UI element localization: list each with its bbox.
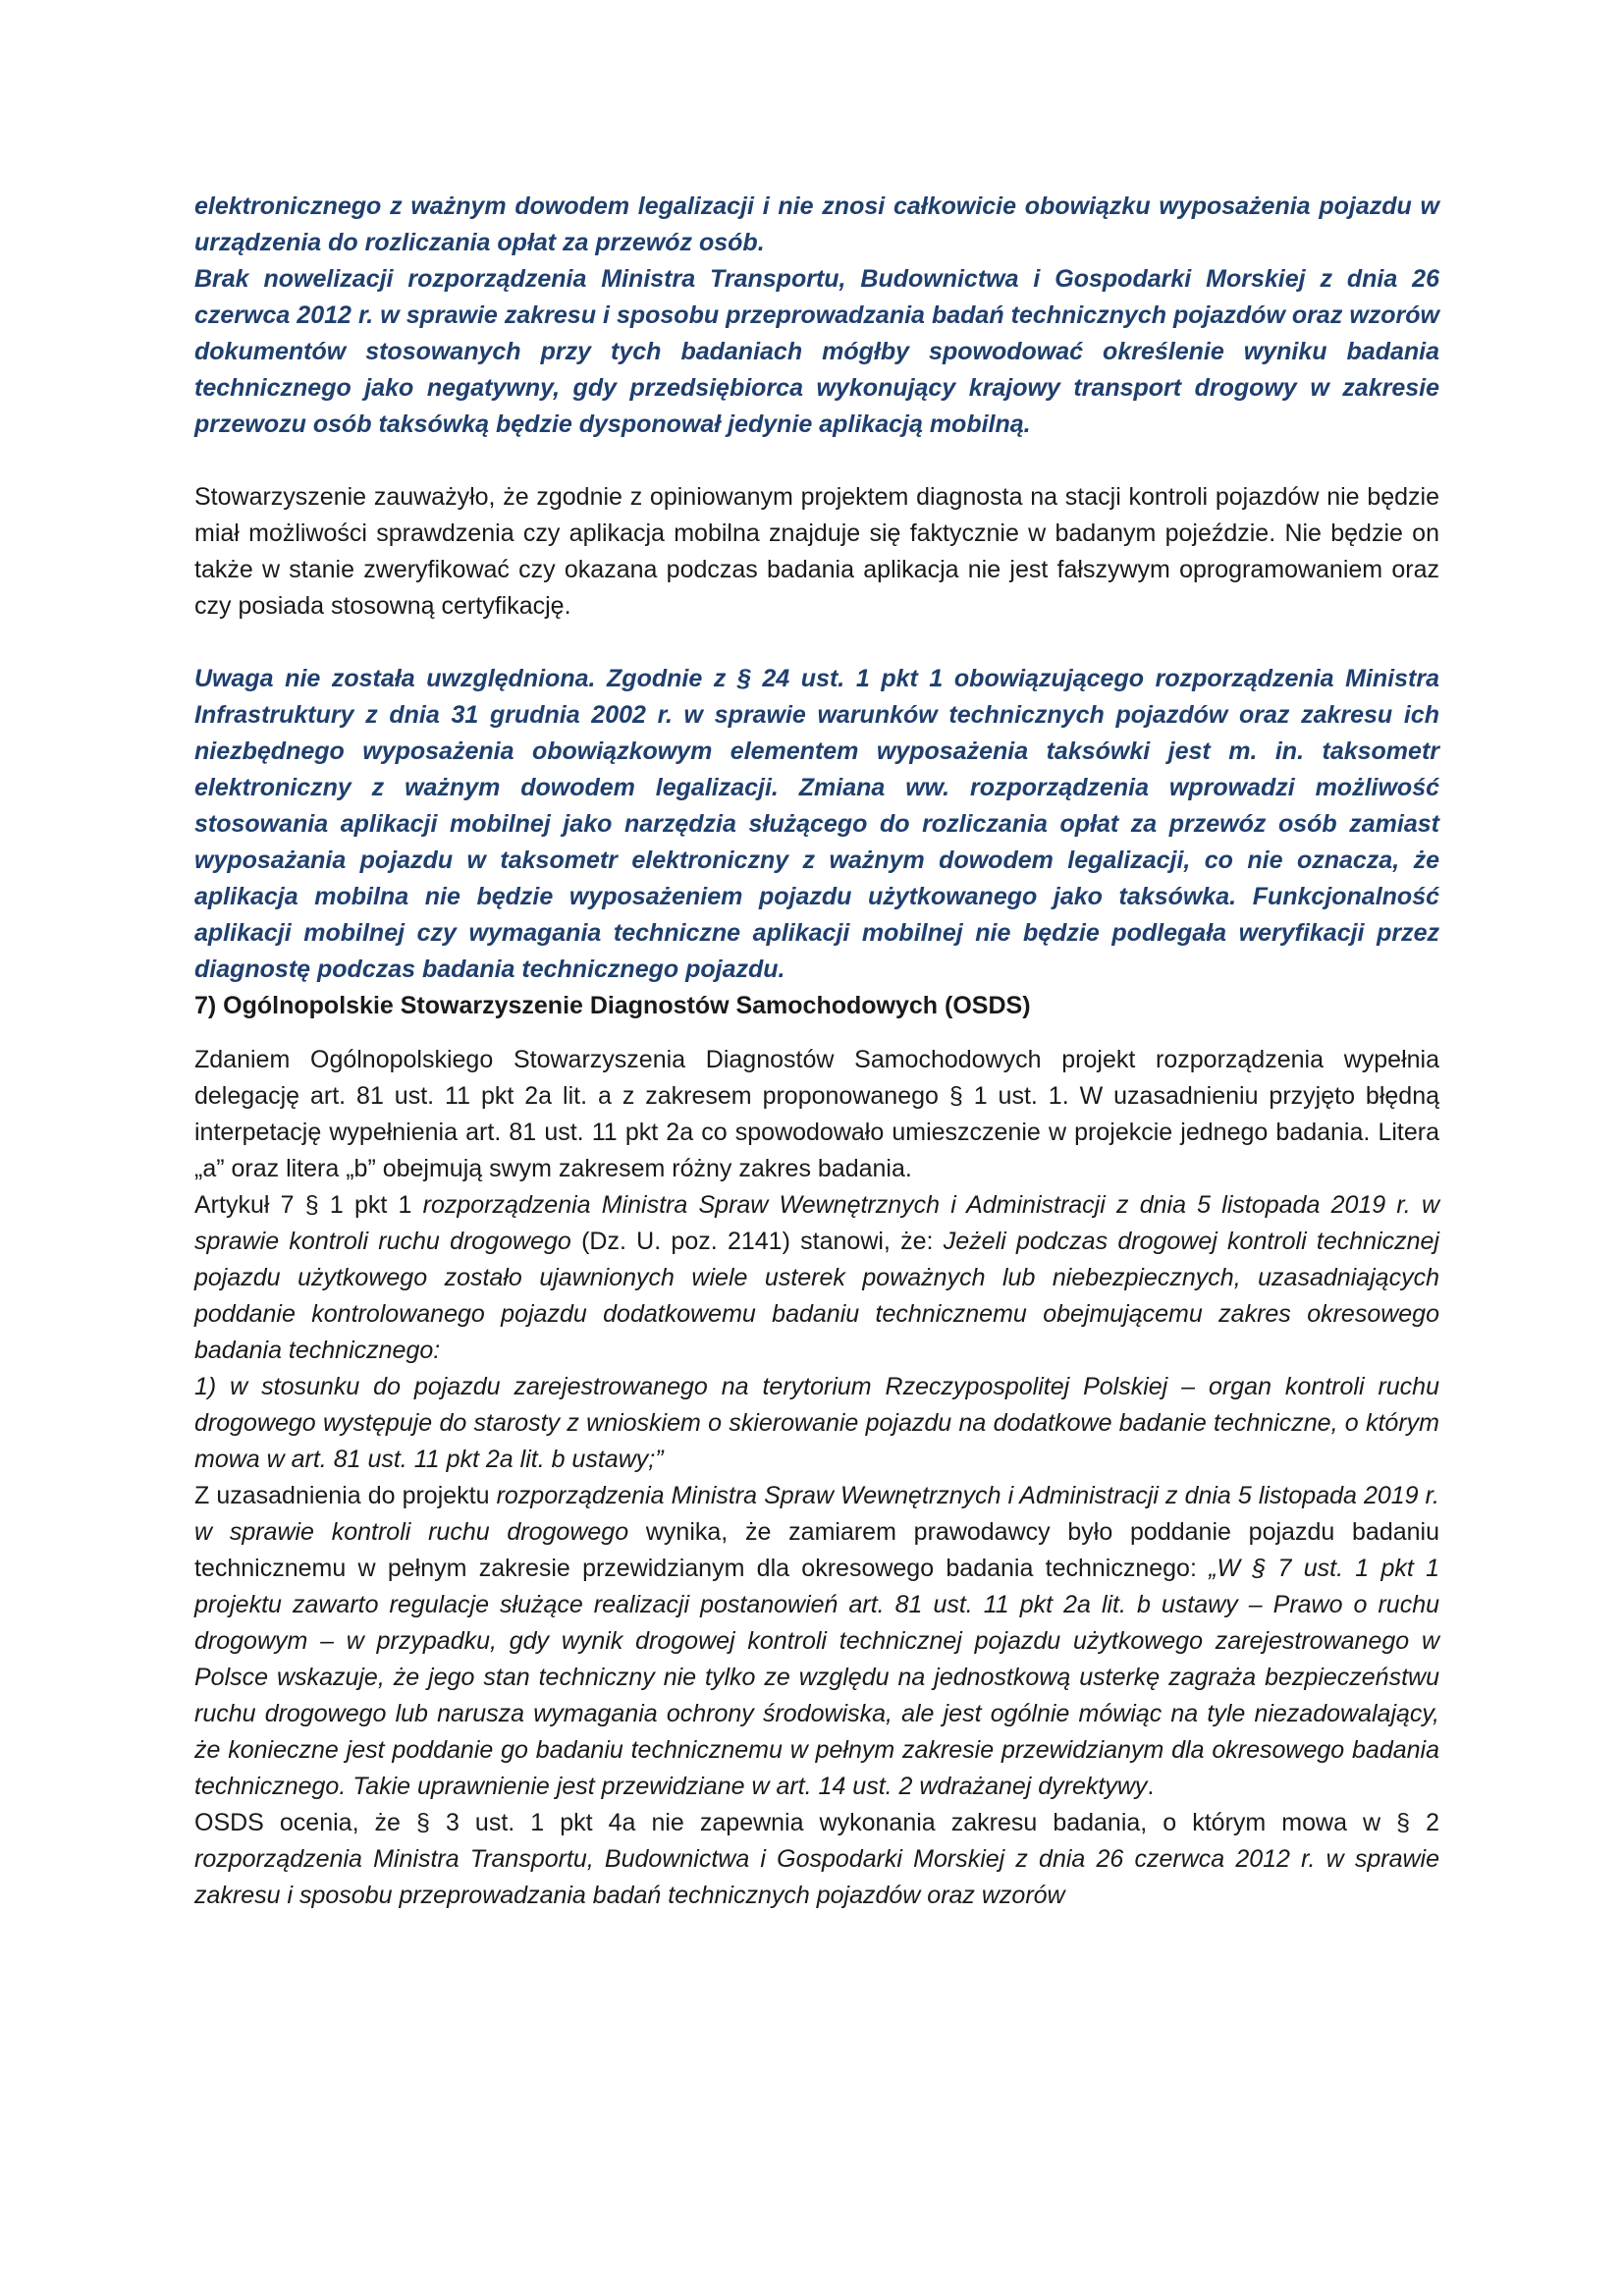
text-segment-italic: Jeżeli podczas drogowej kontroli technicznej pojazdu użytkowego zostało ujawnionych wiele usterek poważnych lub niebezpiecznych, uzasadniających poddanie kontrolowanego pojazdu dodatkowemu badaniu technicznemu obejmującemu zakres okresowego badania technicznego:: [194, 1228, 1439, 1364]
text-segment: (Dz. U. poz. 2141) stanowi, że:: [570, 1228, 944, 1255]
paragraph-osds-quote: [194, 1369, 1439, 1478]
paragraph-2: Brak nowelizacji rozporządzenia Ministra Transportu, Budownictwa i Gospodarki Morskiej z dnia 26 czerwca 2012 r. w sprawie zakresu i sposobu przeprowadzania badań technicznych pojazdów oraz wzorów dokumentów stosowanych przy tych badaniach mógłby spowodować określenie wyniku badania technicznego jako negatywny, gdy przedsiębiorca wykonujący krajowy transport drogowy w zakresie przewozu osób taksówką będzie dysponował jedynie aplikacją mobilną.: [194, 265, 1439, 438]
text-segment: Artykuł 7 § 1 pkt 1: [194, 1191, 423, 1219]
text-segment: wynika, że zamiarem prawodawcy było poddanie pojazdu badaniu technicznemu w pełnym zakresie przewidzianym dla okresowego badania technicznego:: [194, 1518, 1439, 1582]
text-segment: .: [1147, 1773, 1155, 1800]
paragraph-osds-2: [194, 1187, 1439, 1369]
section-heading: 7) Ogólnopolskie Stowarzyszenie Diagnostów Samochodowych (OSDS): [194, 992, 1031, 1019]
paragraph-3: Stowarzyszenie zauważyło, że zgodnie z opiniowanym projektem diagnosta na stacji kontroli pojazdów nie będzie miał możliwości sprawdzenia czy aplikacja mobilna znajduje się faktycznie w badanym pojeździe. Nie będzie on także w stanie zweryfikować czy okazana podczas badania aplikacja nie jest fałszywym oprogramowaniem oraz czy posiada stosowną certyfikację.: [194, 483, 1439, 620]
paragraph-osds-3: [194, 1478, 1439, 1805]
paragraph-1: elektronicznego z ważnym dowodem legalizacji i nie znosi całkowicie obowiązku wyposażenia pojazdu w urządzenia do rozliczania opłat za przewóz osób.: [194, 192, 1439, 256]
text-segment-italic: rozporządzenia Ministra Transportu, Budownictwa i Gospodarki Morskiej z dnia 26 czerwca 2012 r. w sprawie zakresu i sposobu przeprowadzania badań technicznych pojazdów oraz wzorów: [194, 1845, 1439, 1909]
text-segment: Z uzasadnienia do projektu: [194, 1482, 497, 1509]
text-segment-italic: „W § 7 ust. 1 pkt 1 projektu zawarto regulacje służące realizacji postanowień art. 81 ust. 11 pkt 2a lit. b ustawy – Prawo o ruchu drogowym – w przypadku, gdy wynik drogowej kontroli technicznej pojazdu użytkowego zarejestrowanego w Polsce wskazuje, że jego stan techniczny nie tylko ze względu na jednostkową usterkę zagraża bezpieczeństwu ruchu drogowego lub narusza wymagania ochrony środowiska, ale jest ogólnie mówiąc na tyle niezadowalający, że konieczne jest poddanie go badaniu technicznemu w pełnym zakresie przewidzianym dla okresowego badania technicznego. Takie uprawnienie jest przewidziane w art. 14 ust. 2 wdrażanej dyrektywy: [194, 1555, 1440, 1800]
text-segment-italic: rozporządzenia Ministra Spraw Wewnętrznych i Administracji z dnia 5 listopada 2019 r. w sprawie kontroli ruchu drogowego: [194, 1191, 1439, 1255]
paragraph-osds-4: [194, 1805, 1439, 1914]
text-segment-italic: 1) w stosunku do pojazdu zarejestrowanego na terytorium Rzeczypospolitej Polskiej – organ kontroli ruchu drogowego występuje do starosty z wnioskiem o skierowanie pojazdu na dodatkowe badanie techniczne, o którym mowa w art. 81 ust. 11 pkt 2a lit. b ustawy;”: [194, 1373, 1439, 1473]
text-segment: OSDS ocenia, że § 3 ust. 1 pkt 4a nie zapewnia wykonania zakresu badania, o którym mowa w § 2: [194, 1809, 1439, 1836]
text-segment-italic: rozporządzenia Ministra Spraw Wewnętrznych i Administracji z dnia 5 listopada 2019 r. w sprawie kontroli ruchu drogowego: [194, 1482, 1439, 1546]
paragraph-osds-1: Zdaniem Ogólnopolskiego Stowarzyszenia Diagnostów Samochodowych projekt rozporządzenia wypełnia delegację art. 81 ust. 11 pkt 2a lit. a z zakresem proponowanego § 1 ust. 1. W uzasadnieniu przyjęto błędną interpetację wypełnienia art. 81 ust. 11 pkt 2a co spowodowało umieszczenie w projekcie jednego badania. Litera „a” oraz litera „b” obejmują swym zakresem różny zakres badania.: [194, 1046, 1439, 1182]
document-page: [194, 189, 1439, 1914]
paragraph-response: Uwaga nie została uwzględniona. Zgodnie z § 24 ust. 1 pkt 1 obowiązującego rozporządzenia Ministra Infrastruktury z dnia 31 grudnia 2002 r. w sprawie warunków technicznych pojazdów oraz zakresu ich niezbędnego wyposażenia obowiązkowym elementem wyposażenia taksówki jest m. in. taksometr elektroniczny z ważnym dowodem legalizacji. Zmiana ww. rozporządzenia wprowadzi możliwość stosowania aplikacji mobilnej jako narzędzia służącego do rozliczania opłat za przewóz osób zamiast wyposażania pojazdu w taksometr elektroniczny z ważnym dowodem legalizacji, co nie oznacza, że aplikacja mobilna nie będzie wyposażeniem pojazdu użytkowanego jako taksówka. Funkcjonalność aplikacji mobilnej czy wymagania techniczne aplikacji mobilnej nie będzie podlegała weryfikacji przez diagnostę podczas badania technicznego pojazdu.: [194, 665, 1439, 983]
